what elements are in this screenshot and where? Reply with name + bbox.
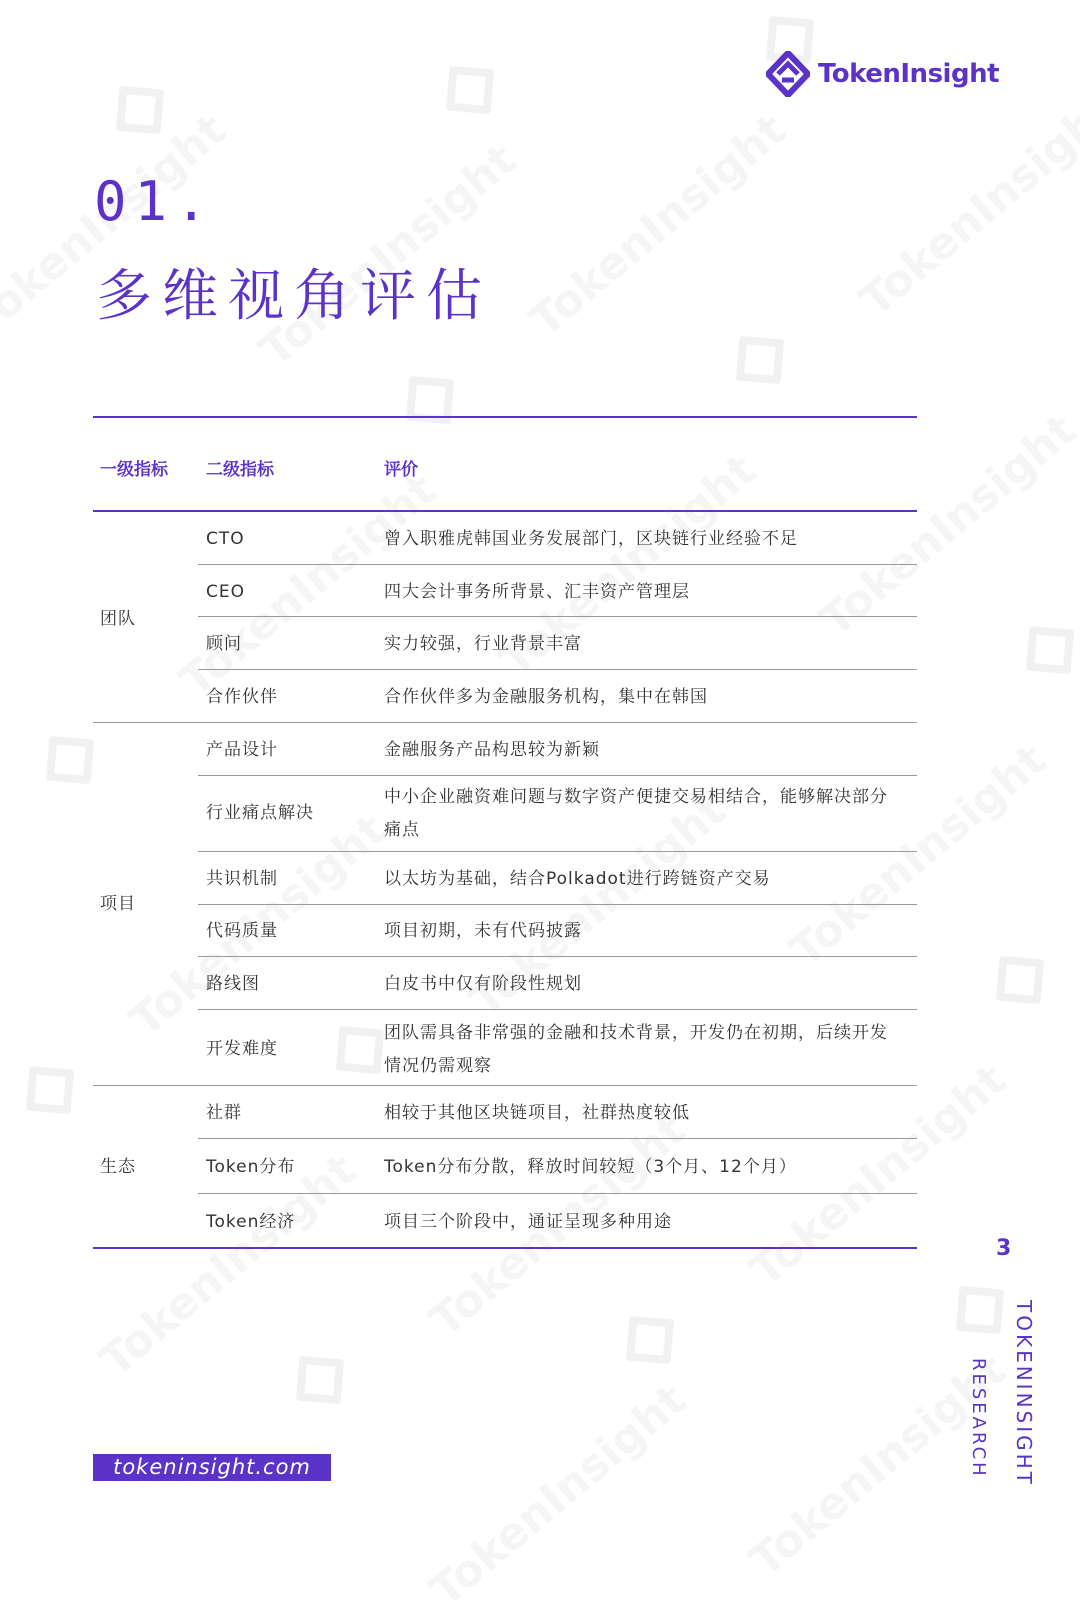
- row-divider: [198, 1138, 917, 1139]
- row-divider: [198, 1193, 917, 1194]
- watermark-text: [851, 84, 1080, 326]
- header-evaluation: 评价: [384, 460, 418, 480]
- table-row-eval: 曾入职雅虎韩国业务发展部门，区块链行业经验不足: [384, 529, 798, 549]
- table-row-eval: 四大会计事务所背景、汇丰资产管理层: [384, 582, 690, 602]
- watermark-logo-icon: [938, 1268, 1023, 1353]
- section-number: 01.: [94, 170, 216, 233]
- row-divider: [198, 775, 917, 776]
- table-row-eval: Token分布分散，释放时间较短（3个月、12个月）: [384, 1157, 797, 1177]
- brand-name: TokenInsight: [818, 59, 1000, 89]
- table-row-eval: 项目初期，未有代码披露: [384, 921, 582, 941]
- table-row-eval: 团队需具备非常强的金融和技术背景，开发仍在初期，后续开发情况仍需观察: [384, 1023, 888, 1076]
- group-divider: [93, 722, 917, 723]
- group-project: 项目: [100, 894, 136, 914]
- watermark-logo-icon: [978, 938, 1063, 1023]
- watermark-logo-icon: [388, 358, 473, 443]
- table-row-sub: 共识机制: [206, 869, 278, 889]
- table-row-sub: 路线图: [206, 974, 260, 994]
- watermark-logo-icon: [608, 1298, 693, 1383]
- table-row-eval: 中小企业融资难问题与数字资产便捷交易相结合，能够解决部分痛点: [384, 787, 888, 840]
- table-row-eval: 以太坊为基础，结合Polkadot进行跨链资产交易: [384, 869, 771, 889]
- watermark-text: [421, 1374, 696, 1616]
- table-row-sub: 顾问: [206, 634, 242, 654]
- table-row-sub: Token经济: [206, 1212, 296, 1232]
- table-row-eval: 项目三个阶段中，通证呈现多种用途: [384, 1212, 672, 1232]
- row-divider: [198, 904, 917, 905]
- brand-logo: [766, 50, 999, 98]
- table-row-sub: Token分布: [206, 1157, 296, 1177]
- watermark-logo-icon: [98, 68, 183, 153]
- vertical-brand-sub: RESEARCH: [968, 1358, 989, 1479]
- table-row-eval: 相较于其他区块链项目，社群热度较低: [384, 1103, 690, 1123]
- row-divider: [198, 616, 917, 617]
- table-row-sub: 合作伙伴: [206, 687, 278, 707]
- group-team: 团队: [100, 609, 136, 629]
- table-row-sub: 产品设计: [206, 740, 278, 760]
- watermark-logo-icon: [1008, 608, 1080, 693]
- table-row-eval: 金融服务产品构思较为新颖: [384, 740, 600, 760]
- table-row-sub: 开发难度: [206, 1039, 278, 1059]
- header-rule: [93, 510, 917, 512]
- page-number: 3: [996, 1236, 1012, 1261]
- table-row-eval: 实力较强，行业背景丰富: [384, 634, 582, 654]
- tokeninsight-logo-icon: [766, 51, 810, 97]
- group-divider: [93, 1085, 917, 1086]
- table-top-rule: [93, 416, 917, 418]
- row-divider: [198, 564, 917, 565]
- row-divider: [198, 669, 917, 670]
- table-bottom-rule: [93, 1247, 917, 1249]
- table-row-sub: 社群: [206, 1103, 242, 1123]
- header-level2: 二级指标: [206, 460, 274, 480]
- group-ecosystem: 生态: [100, 1157, 136, 1177]
- table-row-sub: 行业痛点解决: [206, 803, 314, 823]
- website-url[interactable]: tokeninsight.com: [93, 1454, 331, 1481]
- watermark-logo-icon: [278, 1338, 363, 1423]
- table-row-sub: 代码质量: [206, 921, 278, 941]
- watermark-text: [521, 104, 796, 346]
- table-row-sub: CTO: [206, 529, 245, 549]
- table-row-eval: 白皮书中仅有阶段性规划: [384, 974, 582, 994]
- section-title: 多维视角评估: [96, 264, 492, 329]
- row-divider: [198, 851, 917, 852]
- watermark-logo-icon: [28, 718, 113, 803]
- watermark-logo-icon: [8, 1048, 93, 1133]
- header-level1: 一级指标: [100, 460, 168, 480]
- vertical-brand-name: TOKENINSIGHT: [1012, 1300, 1036, 1487]
- watermark-logo-icon: [718, 318, 803, 403]
- table-row-eval: 合作伙伴多为金融服务机构，集中在韩国: [384, 687, 708, 707]
- watermark-logo-icon: [428, 48, 513, 133]
- row-divider: [198, 1009, 917, 1010]
- table-row-sub: CEO: [206, 582, 245, 602]
- row-divider: [198, 956, 917, 957]
